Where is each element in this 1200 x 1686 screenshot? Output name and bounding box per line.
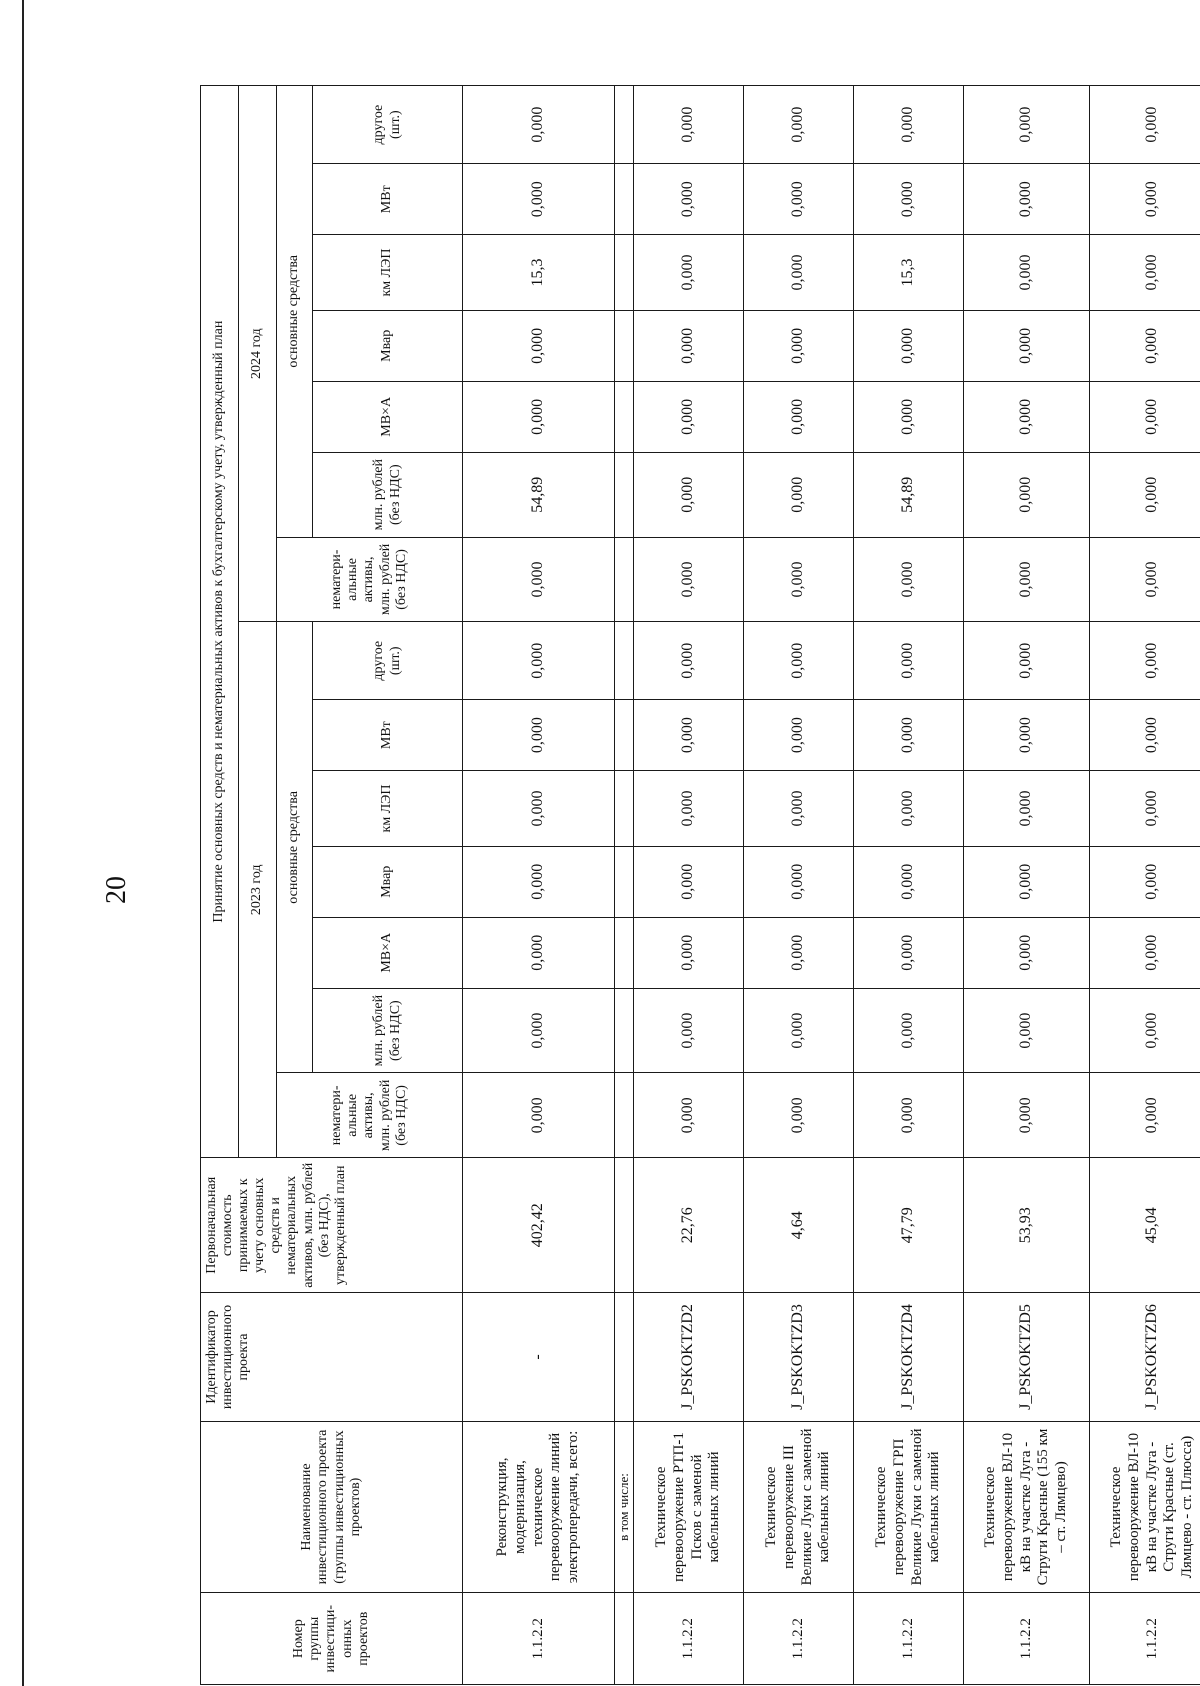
cell-2023-mva: 0,000 <box>463 917 615 988</box>
cell-2024-km: 15,3 <box>854 235 964 311</box>
cell-2024-mw: 0,000 <box>463 164 615 235</box>
cell-2024-intangible: 0,000 <box>463 537 615 622</box>
cell-2023-mw: 0,000 <box>1090 700 1200 771</box>
page-number: 20 <box>101 876 132 904</box>
header-unit-mvar-2023: Мвар <box>313 846 463 917</box>
cell-group: 1.1.2.2 <box>964 1593 1090 1685</box>
cell-2023-mw: 0,000 <box>463 700 615 771</box>
cell-2023-intangible: 0,000 <box>854 1073 964 1158</box>
cell-2024-mva: 0,000 <box>744 381 854 452</box>
cell-2024-intangible: 0,000 <box>964 537 1090 622</box>
header-acceptance: Принятие основных средств и нематериальных активов к бухгалтерскому учету, утвержденный план <box>201 86 239 1158</box>
cell-2023-mln: 0,000 <box>854 988 964 1073</box>
cell-2023-intangible: 0,000 <box>1090 1073 1200 1158</box>
cell-project-name: Реконструкция, модернизация, техническое перевооружение линий электропередачи, всего: <box>463 1421 615 1593</box>
cell-group: 1.1.2.2 <box>634 1593 744 1685</box>
cell-2023-mvar: 0,000 <box>964 846 1090 917</box>
cell-2023-mvar: 0,000 <box>1090 846 1200 917</box>
cell-subtitle: в том числе: <box>615 1421 634 1593</box>
header-fixed-assets-2024: основные средства <box>277 86 313 538</box>
cell-2024-mw: 0,000 <box>634 164 744 235</box>
cell-2024-mw: 0,000 <box>854 164 964 235</box>
cell-2024-mvar: 0,000 <box>854 310 964 381</box>
cell-group: 1.1.2.2 <box>854 1593 964 1685</box>
cell-2024-other: 0,000 <box>1090 86 1200 164</box>
cell-2023-intangible: 0,000 <box>964 1073 1090 1158</box>
cell-project-id: J_PSKOKTZD6 <box>1090 1293 1200 1421</box>
cell-project-name: Техническое перевооружение ВЛ-10 кВ на участке Луга - Струги Красные (ст. Лямцево - ст. Плюсса) <box>1090 1421 1200 1593</box>
cell-2024-km: 0,000 <box>744 235 854 311</box>
header-unit-mva-2023: МВ×А <box>313 917 463 988</box>
cell-2024-mvar: 0,000 <box>634 310 744 381</box>
header-group-number: Номер группы инвестици-онных проектов <box>201 1593 463 1685</box>
cell-2023-mln: 0,000 <box>744 988 854 1073</box>
cell-initial-cost: 402,42 <box>463 1158 615 1293</box>
cell-project-id: J_PSKOKTZD2 <box>634 1293 744 1421</box>
header-year-2024: 2024 год <box>239 86 277 622</box>
cell-2024-mln: 0,000 <box>964 452 1090 537</box>
cell-empty <box>615 1593 634 1685</box>
cell-2024-mva: 0,000 <box>1090 381 1200 452</box>
cell-2023-km: 0,000 <box>744 771 854 847</box>
cell-2024-mva: 0,000 <box>854 381 964 452</box>
cell-2024-mw: 0,000 <box>744 164 854 235</box>
cell-2024-mvar: 0,000 <box>463 310 615 381</box>
cell-2024-intangible: 0,000 <box>744 537 854 622</box>
cell-2023-other: 0,000 <box>964 622 1090 700</box>
table-row <box>634 86 744 1685</box>
cell-2023-other: 0,000 <box>744 622 854 700</box>
cell-project-id: J_PSKOKTZD5 <box>964 1293 1090 1421</box>
header-unit-mva-2024: МВ×А <box>313 381 463 452</box>
header-unit-other-2024: другое (шт.) <box>313 86 463 164</box>
cell-2023-mvar: 0,000 <box>634 846 744 917</box>
cell-2023-other: 0,000 <box>1090 622 1200 700</box>
header-unit-other-2023: другое (шт.) <box>313 622 463 700</box>
cell-initial-cost: 22,76 <box>634 1158 744 1293</box>
cell-initial-cost: 45,04 <box>1090 1158 1200 1293</box>
table-row <box>854 86 964 1685</box>
cell-2023-intangible: 0,000 <box>463 1073 615 1158</box>
cell-2023-mw: 0,000 <box>634 700 744 771</box>
cell-2024-mva: 0,000 <box>634 381 744 452</box>
rotated-table-wrapper <box>200 85 1196 1685</box>
cell-initial-cost: 53,93 <box>964 1158 1090 1293</box>
cell-2024-mln: 0,000 <box>744 452 854 537</box>
cell-group: 1.1.2.2 <box>1090 1593 1200 1685</box>
table-row <box>964 86 1090 1685</box>
header-unit-km-2024: км ЛЭП <box>313 235 463 311</box>
cell-2023-mln: 0,000 <box>463 988 615 1073</box>
cell-initial-cost: 47,79 <box>854 1158 964 1293</box>
cell-2023-mva: 0,000 <box>744 917 854 988</box>
cell-2023-other: 0,000 <box>634 622 744 700</box>
cell-2023-mva: 0,000 <box>964 917 1090 988</box>
cell-2023-mvar: 0,000 <box>744 846 854 917</box>
cell-2024-km: 15,3 <box>463 235 615 311</box>
header-year-2023: 2023 год <box>239 622 277 1158</box>
cell-initial-cost: 4,64 <box>744 1158 854 1293</box>
cell-2023-mva: 0,000 <box>634 917 744 988</box>
cell-2023-mw: 0,000 <box>744 700 854 771</box>
cell-project-name: Техническое перевооружение ВЛ-10 кВ на участке Луга - Струги Красные (155 км – ст. Лямцево) <box>964 1421 1090 1593</box>
cell-2024-mln: 54,89 <box>463 452 615 537</box>
header-fixed-assets-2023: основные средства <box>277 622 313 1073</box>
cell-2023-mvar: 0,000 <box>854 846 964 917</box>
cell-2024-other: 0,000 <box>463 86 615 164</box>
table-row <box>744 86 854 1685</box>
cell-2024-mw: 0,000 <box>1090 164 1200 235</box>
cell-2023-mva: 0,000 <box>854 917 964 988</box>
cell-group: 1.1.2.2 <box>463 1593 615 1685</box>
cell-2024-mln: 0,000 <box>634 452 744 537</box>
cell-2024-intangible: 0,000 <box>1090 537 1200 622</box>
cell-2023-km: 0,000 <box>463 771 615 847</box>
cell-2024-mva: 0,000 <box>463 381 615 452</box>
table-row <box>1090 86 1200 1685</box>
header-intangible-2023: нематери-альные активы, млн. рублей (без НДС) <box>277 1073 463 1158</box>
cell-2024-intangible: 0,000 <box>854 537 964 622</box>
cell-2023-mln: 0,000 <box>964 988 1090 1073</box>
table-subtitle-row <box>615 86 634 1685</box>
cell-2023-mln: 0,000 <box>634 988 744 1073</box>
header-project-id: Идентификатор инвестиционного проекта <box>201 1293 463 1421</box>
cell-2024-km: 0,000 <box>964 235 1090 311</box>
scan-edge-line <box>22 0 24 1686</box>
cell-project-name: Техническое перевооружение РТП-1 Псков с заменой кабельных линий <box>634 1421 744 1593</box>
cell-2023-mw: 0,000 <box>964 700 1090 771</box>
cell-2023-mln: 0,000 <box>1090 988 1200 1073</box>
cell-2023-km: 0,000 <box>634 771 744 847</box>
header-initial-cost: Первоначальная стоимость принимаемых к учету основных средств и нематериальных активов, млн. рублей (без НДС), утвержденный план <box>201 1158 463 1293</box>
header-unit-mln-2024: млн. рублей (без НДС) <box>313 452 463 537</box>
cell-2023-mw: 0,000 <box>854 700 964 771</box>
cell-2024-intangible: 0,000 <box>634 537 744 622</box>
table-row <box>463 86 615 1685</box>
cell-project-id: J_PSKOKTZD4 <box>854 1293 964 1421</box>
cell-2023-mvar: 0,000 <box>463 846 615 917</box>
cell-2024-mva: 0,000 <box>964 381 1090 452</box>
cell-2024-mvar: 0,000 <box>1090 310 1200 381</box>
cell-2024-km: 0,000 <box>1090 235 1200 311</box>
cell-project-id: - <box>463 1293 615 1421</box>
cell-project-name: Техническое перевооружение ГРП Великие Луки с заменой кабельных линий <box>854 1421 964 1593</box>
cell-2024-mvar: 0,000 <box>964 310 1090 381</box>
cell-2024-other: 0,000 <box>744 86 854 164</box>
cell-2024-km: 0,000 <box>634 235 744 311</box>
cell-2023-other: 0,000 <box>854 622 964 700</box>
cell-2024-other: 0,000 <box>964 86 1090 164</box>
cell-2024-mln: 54,89 <box>854 452 964 537</box>
cell-project-name: Техническое перевооружение III Великие Луки с заменой кабельных линий <box>744 1421 854 1593</box>
cell-project-id: J_PSKOKTZD3 <box>744 1293 854 1421</box>
cell-2023-km: 0,000 <box>964 771 1090 847</box>
header-unit-mw-2024: МВт <box>313 164 463 235</box>
cell-2024-other: 0,000 <box>854 86 964 164</box>
cell-2024-mvar: 0,000 <box>744 310 854 381</box>
header-unit-mw-2023: МВт <box>313 700 463 771</box>
header-unit-mvar-2024: Мвар <box>313 310 463 381</box>
investment-table <box>200 85 1200 1685</box>
cell-2023-mva: 0,000 <box>1090 917 1200 988</box>
cell-group: 1.1.2.2 <box>744 1593 854 1685</box>
header-project-name: Наименование инвестиционного проекта (группы инвестиционных проектов) <box>201 1421 463 1593</box>
cell-2024-mln: 0,000 <box>1090 452 1200 537</box>
cell-2023-km: 0,000 <box>1090 771 1200 847</box>
cell-2024-mw: 0,000 <box>964 164 1090 235</box>
header-unit-mln-2023: млн. рублей (без НДС) <box>313 988 463 1073</box>
cell-2024-other: 0,000 <box>634 86 744 164</box>
cell-2023-other: 0,000 <box>463 622 615 700</box>
cell-2023-km: 0,000 <box>854 771 964 847</box>
cell-2023-intangible: 0,000 <box>634 1073 744 1158</box>
header-intangible-2024: нематери-альные активы, млн. рублей (без НДС) <box>277 537 463 622</box>
cell-2023-intangible: 0,000 <box>744 1073 854 1158</box>
header-unit-km-2023: км ЛЭП <box>313 771 463 847</box>
